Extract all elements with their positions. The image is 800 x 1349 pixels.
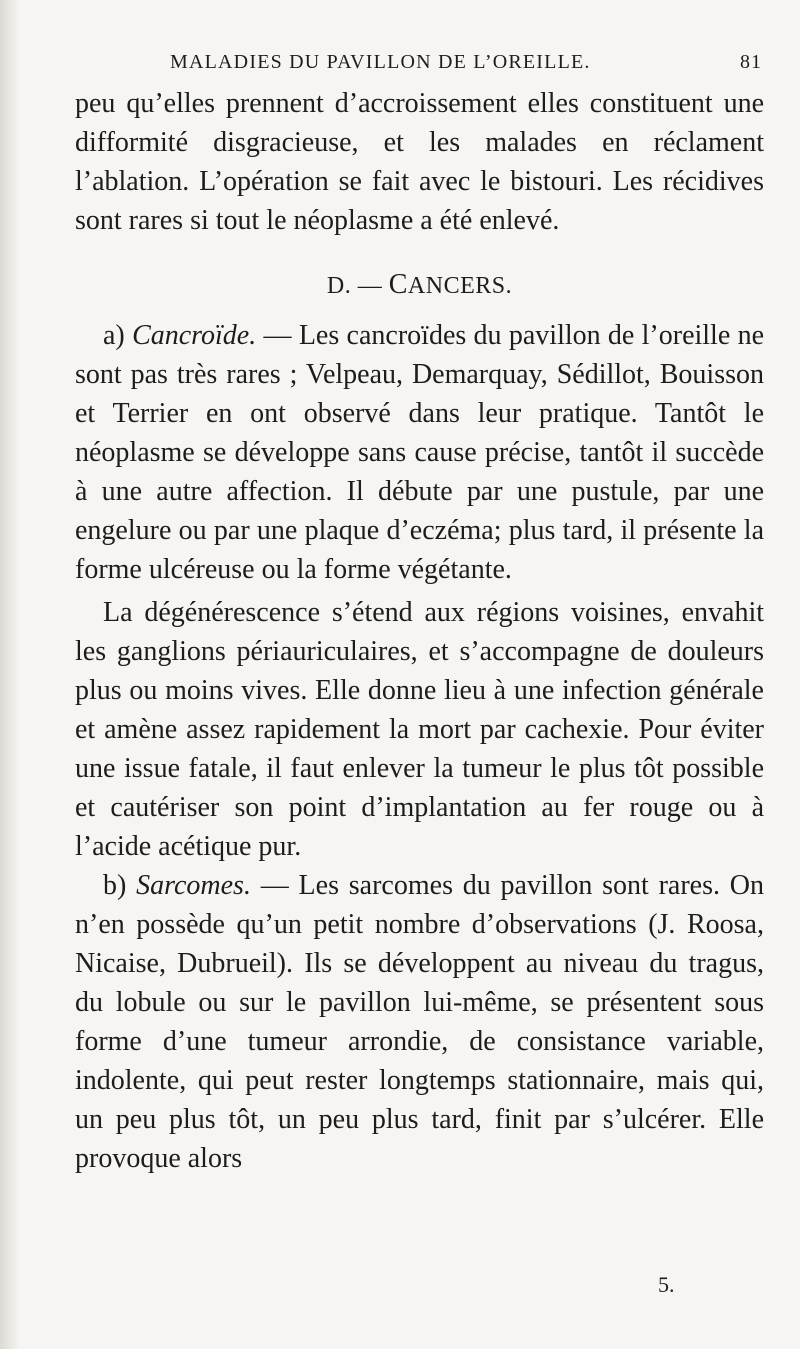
paragraph-cancroide: [75, 316, 764, 589]
paragraph-cancroide-text: — Les cancroïdes du pavillon de l’oreille ne sont pas très rares ; Velpeau, Demarquay, Sédillot, Bouisson et Terrier en ont observé dans leur pratique. Tantôt le néoplasme se développe sans cause précise, tantôt il succède à une autre affection. Il débute par une pustule, par une engelure ou par une plaque d’eczéma; plus tard, il présente la forme ulcéreuse ou la forme végétante.: [75, 320, 764, 585]
paragraph-sarcomes-text: — Les sarcomes du pavillon sont rares. On n’en possède qu’un petit nombre d’observations (J. Roosa, Nicaise, Dubrueil). Ils se développent au niveau du tragus, du lobule ou sur le pavillon lui-même, se présentent sous forme d’une tumeur arrondie, de consistance variable, indolente, qui peut rester longtemps stationnaire, mais qui, un peu plus tôt, un peu plus tard, finit par s’ulcérer. Elle provoque alors: [75, 870, 764, 1174]
running-title: MALADIES DU PAVILLON DE L’OREILLE.: [170, 50, 591, 73]
section-title-rest: ANCERS.: [407, 273, 513, 299]
section-title-capital: C: [388, 269, 408, 300]
subsection-label-b: b): [103, 870, 127, 901]
running-header: [170, 42, 762, 82]
page-number: 81: [740, 50, 762, 73]
paragraph-degenerescence: La dégénérescence s’étend aux régions voisines, envahit les ganglions périauriculaires, et s’accompagne de douleurs plus ou moins vives. Elle donne lieu à une infection générale et amène assez rapidement la mort par cachexie. Pour éviter une issue fatale, il faut enlever la tumeur le plus tôt possible et cautériser son point d’implantation au fer rouge ou à l’acide acétique pur.: [75, 597, 764, 862]
section-title-prefix: D. —: [326, 273, 383, 299]
paragraph-1: peu qu’elles prennent d’accroissement elles constituent une difformité disgracieuse, et les malades en réclament l’ablation. L’opération se fait avec le bistouri. Les récidives sont rares si tout le néoplasme a été enlevé.: [75, 88, 764, 236]
page-edge-shadow: [0, 0, 20, 1349]
signature-mark: 5.: [658, 1272, 675, 1297]
subsection-term-cancroide: Cancroïde.: [132, 320, 257, 351]
subsection-term-sarcomes: Sarcomes.: [136, 870, 251, 901]
section-title: [75, 265, 764, 306]
subsection-label-a: a): [103, 320, 125, 351]
body-text: [75, 84, 764, 1178]
paragraph-sarcomes: [75, 866, 764, 1178]
